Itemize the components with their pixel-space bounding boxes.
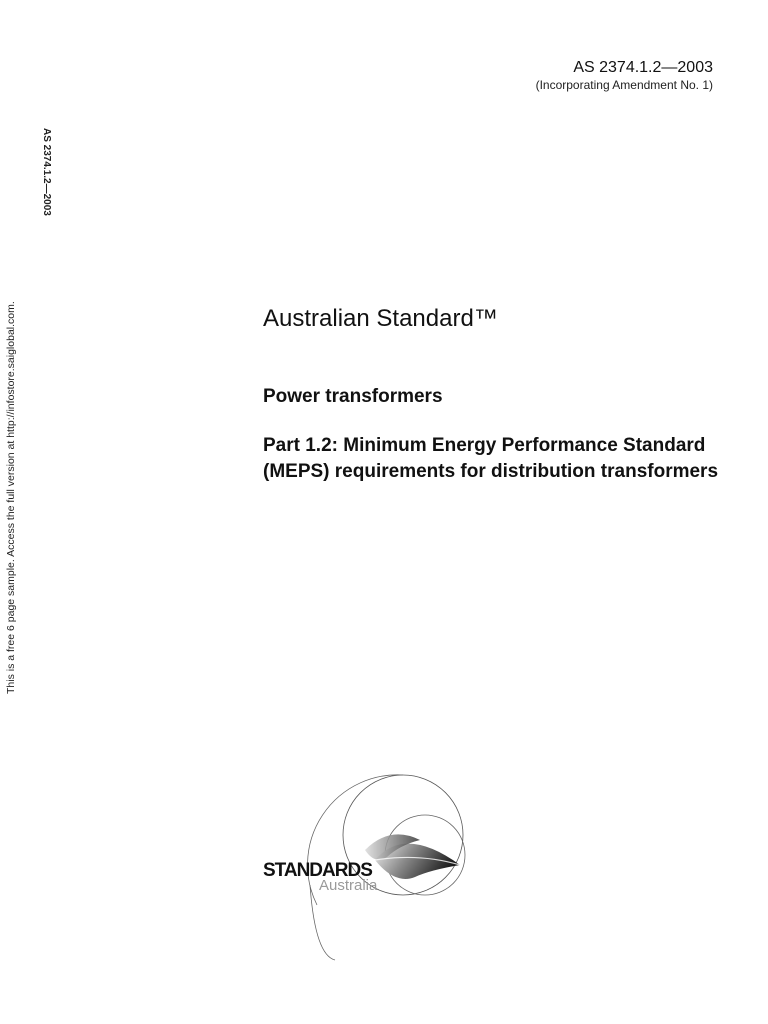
- document-title: Power transformers: [263, 386, 443, 407]
- amendment-note: (Incorporating Amendment No. 1): [535, 78, 713, 92]
- document-subtitle: Part 1.2: Minimum Energy Performance Standard (MEPS) requirements for distribution transformers: [263, 435, 719, 482]
- spine-doc-number: AS 2374.1.2—2003: [41, 128, 52, 216]
- logo-subtext: Australia: [319, 877, 378, 894]
- standard-label: Australian Standard™: [263, 305, 498, 332]
- logo-wordmark: STANDARDS: [263, 860, 372, 881]
- standards-australia-logo: [255, 765, 485, 965]
- sample-notice: This is a free 6 page sample. Access the full version at http://infostore.saiglobal.com.: [5, 301, 17, 694]
- doc-number: AS 2374.1.2—2003: [573, 59, 713, 76]
